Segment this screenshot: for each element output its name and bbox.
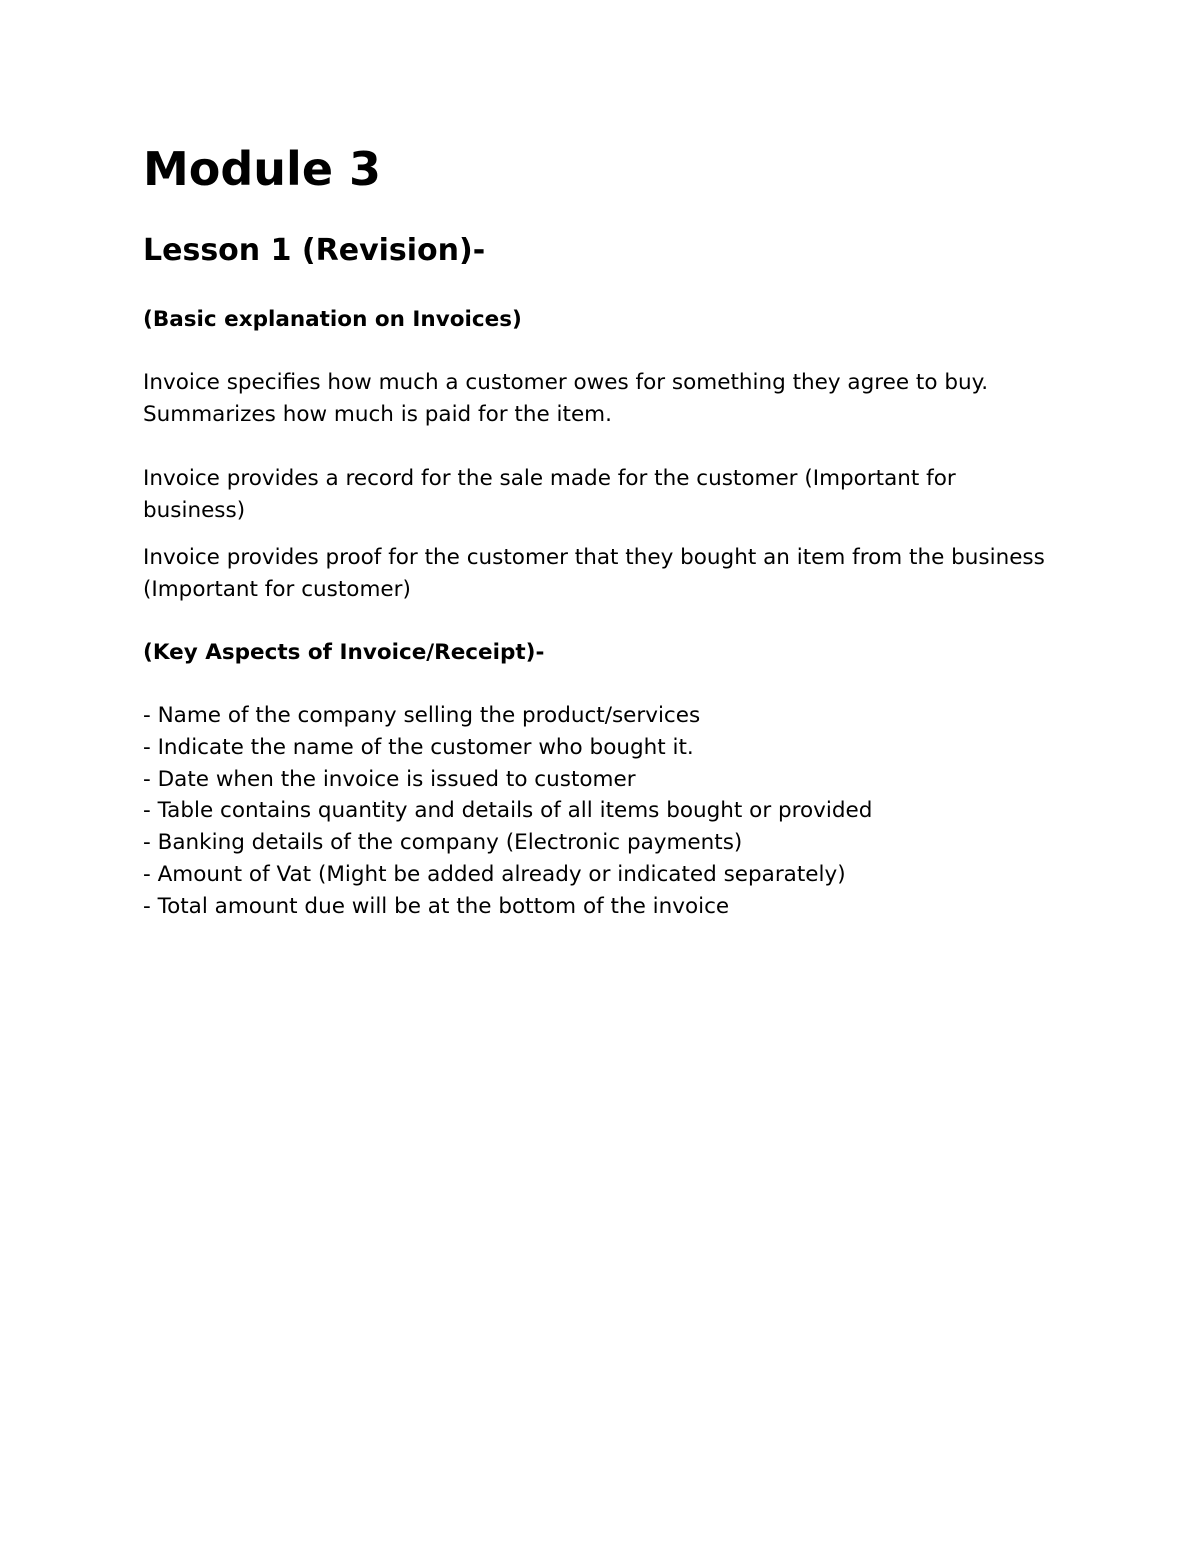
list-item: - Date when the invoice is issued to customer: [143, 766, 636, 792]
paragraph-invoice-proof: Invoice provides proof for the customer that they bought an item from the business (Important for customer): [143, 545, 1045, 602]
page-title: Module 3: [143, 142, 382, 196]
section-heading-basic-explanation: (Basic explanation on Invoices): [143, 307, 522, 332]
list-item: - Indicate the name of the customer who bought it.: [143, 734, 694, 760]
paragraph-invoice-specifies: Invoice specifies how much a customer owes for something they agree to buy. Summarizes how much is paid for the item.: [143, 370, 989, 427]
list-item: - Total amount due will be at the bottom of the invoice: [143, 893, 730, 919]
list-item: - Name of the company selling the product/services: [143, 703, 701, 728]
section-heading-key-aspects: (Key Aspects of Invoice/Receipt)-: [143, 640, 545, 665]
key-aspects-list: [143, 700, 872, 923]
list-item: - Table contains quantity and details of all items bought or provided: [143, 798, 873, 824]
list-item: - Amount of Vat (Might be added already or indicated separately): [143, 861, 846, 887]
paragraph-invoice-record: Invoice provides a record for the sale made for the customer (Important for business): [143, 466, 956, 523]
lesson-heading: Lesson 1 (Revision)-: [143, 233, 486, 268]
list-item: - Banking details of the company (Electronic payments): [143, 830, 743, 856]
